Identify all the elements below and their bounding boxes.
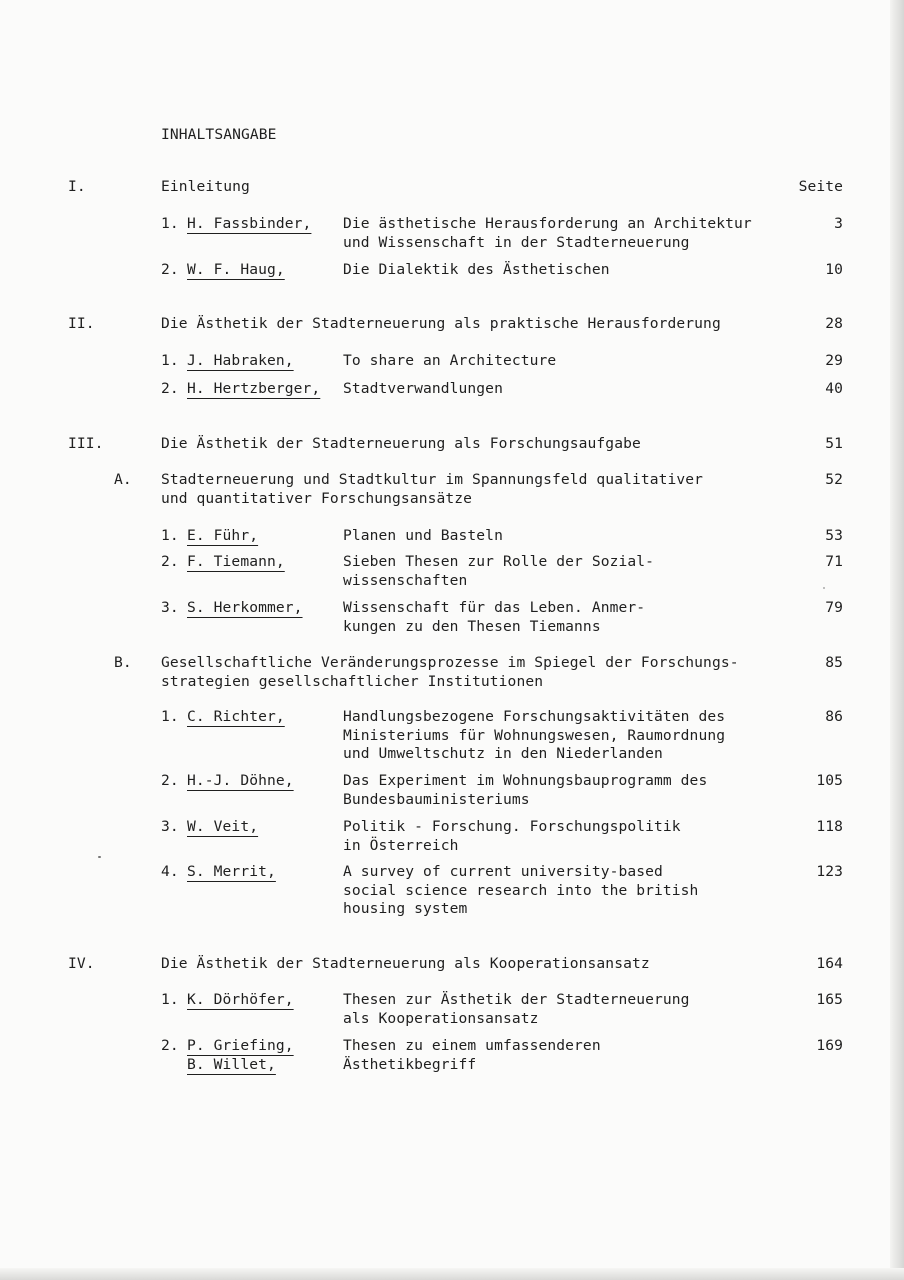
entry-title: Sieben Thesen zur Rolle der Sozial- [343,553,655,570]
entry-author: S. Herkommer, [187,599,303,616]
entry-title: Thesen zur Ästhetik der Stadterneuerung [343,991,690,1008]
subsection-page: 52 [825,471,843,488]
section-numeral: III. [68,435,104,452]
entry-title: und Wissenschaft in der Stadterneuerung [343,233,690,251]
entry-number: 1. [161,215,179,232]
entry-title: in Österreich [343,836,459,854]
entry-title: Planen und Basteln [343,527,503,544]
subsection-title: Gesellschaftliche Veränderungsprozesse im Spiegel der Forschungs- [161,654,739,671]
entry-number: 2. [161,1037,179,1054]
entry-title: Ministeriums für Wohnungswesen, Raumordnung [343,726,726,744]
subsection-title: und quantitativer Forschungsansätze [161,489,473,507]
page-right-edge [890,0,904,1280]
subsection-letter: A. [114,471,132,488]
subsection-letter: B. [114,654,132,671]
entry-title: Ästhetikbegriff [343,1055,477,1073]
entry-number: 1. [161,991,179,1008]
entry-number: 1. [161,527,179,544]
entry-page: 165 [816,991,843,1008]
entry-author: B. Willet, [187,1055,276,1073]
subsection-title: Stadterneuerung und Stadtkultur im Spannungsfeld qualitativer [161,471,704,488]
section-numeral: I. [68,178,86,195]
section-title: Die Ästhetik der Stadterneuerung als Forschungsaufgabe [161,435,641,452]
section-page: 28 [825,315,843,332]
entry-page: 71 [825,553,843,570]
entry-page: 86 [825,708,843,725]
entry-author: E. Führ, [187,527,259,544]
entry-page: 79 [825,599,843,616]
entry-number: 3. [161,818,179,835]
entry-title: Stadtverwandlungen [343,380,503,397]
entry-page: 123 [816,863,843,880]
entry-author: H. Hertzberger, [187,380,321,397]
entry-page: 169 [816,1037,843,1054]
entry-author: P. Griefing, [187,1037,294,1054]
entry-number: 3. [161,599,179,616]
entry-title: housing system [343,900,468,917]
entry-author: W. F. Haug, [187,261,285,278]
entry-author: J. Habraken, [187,352,294,369]
entry-title: Bundesbauministeriums [343,790,530,808]
entry-page: 53 [825,527,843,544]
entry-author: H. Fassbinder, [187,215,312,232]
entry-title: als Kooperationsansatz [343,1009,539,1027]
subsection-title: strategien gesellschaftlicher Institutionen [161,672,544,690]
entry-title: und Umweltschutz in den Niederlanden [343,745,663,762]
section-numeral: IV. [68,955,95,972]
entry-number: 1. [161,708,179,725]
entry-title: A survey of current university-based [343,863,663,880]
section-title: Die Ästhetik der Stadterneuerung als Kooperationsansatz [161,955,650,972]
page-bottom-edge [0,1268,904,1280]
entry-title: Handlungsbezogene Forschungsaktivitäten des [343,708,726,725]
section-title: Einleitung [161,178,250,195]
entry-page: 105 [816,772,843,789]
entry-title: wissenschaften [343,571,468,589]
entry-page: 29 [825,352,843,369]
page-column-header: Seite [798,178,843,195]
entry-author: H.-J. Döhne, [187,772,294,789]
entry-author: S. Merrit, [187,863,276,880]
entry-title: social science research into the british [343,881,699,899]
section-numeral: II. [68,315,95,332]
entry-number: 1. [161,352,179,369]
entry-page: 10 [825,261,843,278]
section-title: Die Ästhetik der Stadterneuerung als praktische Herausforderung [161,315,721,332]
entry-page: 3 [834,215,843,232]
entry-author: F. Tiemann, [187,553,285,570]
subsection-page: 85 [825,654,843,671]
entry-author: C. Richter, [187,708,285,725]
entry-title: Politik - Forschung. Forschungspolitik [343,818,681,835]
scan-speck [98,856,101,858]
entry-number: 2. [161,553,179,570]
page-title: INHALTSANGABE [161,126,277,143]
section-page: 164 [816,955,843,972]
entry-title: Wissenschaft für das Leben. Anmer- [343,599,646,616]
entry-number: 2. [161,772,179,789]
entry-number: 4. [161,863,179,880]
entry-number: 2. [161,261,179,278]
entry-title: Die ästhetische Herausforderung an Architektur [343,215,752,232]
entry-title: Die Dialektik des Ästhetischen [343,261,610,278]
entry-page: 40 [825,380,843,397]
entry-author: K. Dörhöfer, [187,991,294,1008]
entry-title: To share an Architecture [343,352,557,369]
entry-author: W. Veit, [187,818,259,835]
entry-title: kungen zu den Thesen Tiemanns [343,617,601,635]
entry-number: 2. [161,380,179,397]
section-page: 51 [825,435,843,452]
entry-title: Thesen zu einem umfassenderen [343,1037,601,1054]
entry-page: 118 [816,818,843,835]
scan-speck [823,587,825,589]
entry-title: Das Experiment im Wohnungsbauprogramm des [343,772,708,789]
